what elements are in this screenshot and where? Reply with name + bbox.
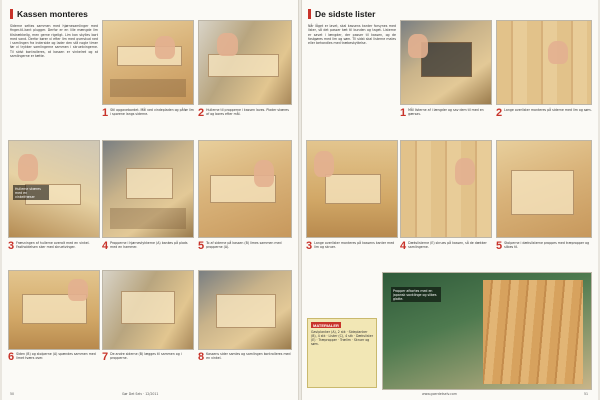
step-1-photo — [400, 20, 492, 105]
magazine-footer: Gør Det Selv · 12/2011 — [122, 392, 159, 396]
step-7-caption: 7 De andre siderne (B) lægges til sammen og i propperne. — [102, 351, 182, 363]
page-title: De sidste lister — [308, 9, 375, 19]
page-number: 51 — [584, 392, 589, 396]
step-8-caption: 8 Kassens sider samles og samlingen kontrolleres med en vinkel. — [198, 351, 291, 363]
step-5-caption: 5 Stolperne i dækslisterne proppes med træpropper og slibes til. — [496, 240, 590, 252]
step-3-caption: 3 Fræsningen af hullerne overalt med en vinkel. Fastholdelsen sker med skruetvinger. — [8, 240, 90, 252]
hive-photo-callout: Propper afkortes med en japansk savklinge og slibes glatte. — [391, 287, 441, 302]
materials-heading: MATERIALER — [313, 322, 339, 328]
magazine-url: www.goerdetselv.com — [422, 392, 457, 396]
page-number: 50 — [10, 392, 15, 396]
intro-text: Siderne settes sammen med hjørnesamlinger med finger-til-kant plugger. Derfor er en lille mængde lim tilstrækkelig, men gerne rigeligt. Lim kan skylles bort med vand. Derfor kører vi efter lim med overskud ned i samlingen fra inderside og lader den stå nogle timer før vi trykker samlingerne sammen i skruetvingerne. Til sidst kontrolleres, at kassen er vinkelret og at samlingerne er tætte. — [10, 24, 98, 59]
step-2-photo — [496, 20, 592, 105]
step-1-caption: 1 Stil opgavebordet. Mål ved vindepladen og påfør lim i sporene langs siderne. — [102, 107, 194, 119]
step-4-photo — [102, 140, 194, 238]
step-6-caption: 6 Siden (B) og stolperne (A) spændes sammen med limet tværs over. — [8, 351, 96, 363]
step-5-caption: 5 To af siderne på kassen (B) limes sammen med propperne (A). — [198, 240, 282, 252]
step-5-photo — [198, 140, 292, 238]
step-2-photo — [198, 20, 292, 105]
page-title: Kassen monteres — [10, 9, 88, 19]
step-3-photo — [8, 140, 100, 238]
step-8-photo — [198, 270, 292, 350]
step-4-caption: 4 Propperne i hjørnestykkerne (A) bankes på plads med en hammer. — [102, 240, 188, 252]
step-4-caption: 4 Dækslisterne (E) skrues på kassen, så de dækker samlingerne. — [400, 240, 487, 252]
step-1-photo — [102, 20, 194, 105]
step-3-caption: 3 Lange overlister monteres på kassens kanter med lim og skruer. — [306, 240, 395, 252]
step-4-photo — [400, 140, 492, 238]
intro-text: Når låget er lavet, skal kassens kanter forsynes med lister, så det passer tæt til bunden og taget. Listerne er savet i længder, der passer til kassen, og de fastgøres med lim og søm. Til sidst skal listerne males eller behandles med træbeskyttelse. — [308, 24, 396, 46]
finished-hive-photo — [382, 272, 592, 390]
step-7-photo — [102, 270, 194, 350]
step-3-photo — [306, 140, 398, 238]
step-2-caption: 2 Hullerne til propperne i kassen laves. Plader skæres af og bores efter mål. — [198, 107, 289, 119]
materials-box — [307, 318, 377, 388]
step-1-caption: 1 Mål listerne af i længder og sav dem til med en gærsav. — [400, 107, 484, 119]
left-page — [2, 0, 298, 400]
step-3-callout: Hullerne skæres med en vinkelfræser — [13, 185, 49, 200]
materials-text: Gavlplanker (A), 2 stk · Sideplanker (B), 4 stk · Lister (C), 4 stk · Dækslister (E) · Træpropper · Trælim · Skruer og søm. — [311, 330, 374, 346]
right-page — [302, 0, 598, 400]
step-2-caption: 2 Lange overlister monteres på siderne med lim og søm. — [496, 107, 592, 119]
step-5-photo — [496, 140, 592, 238]
step-6-photo — [8, 270, 100, 350]
